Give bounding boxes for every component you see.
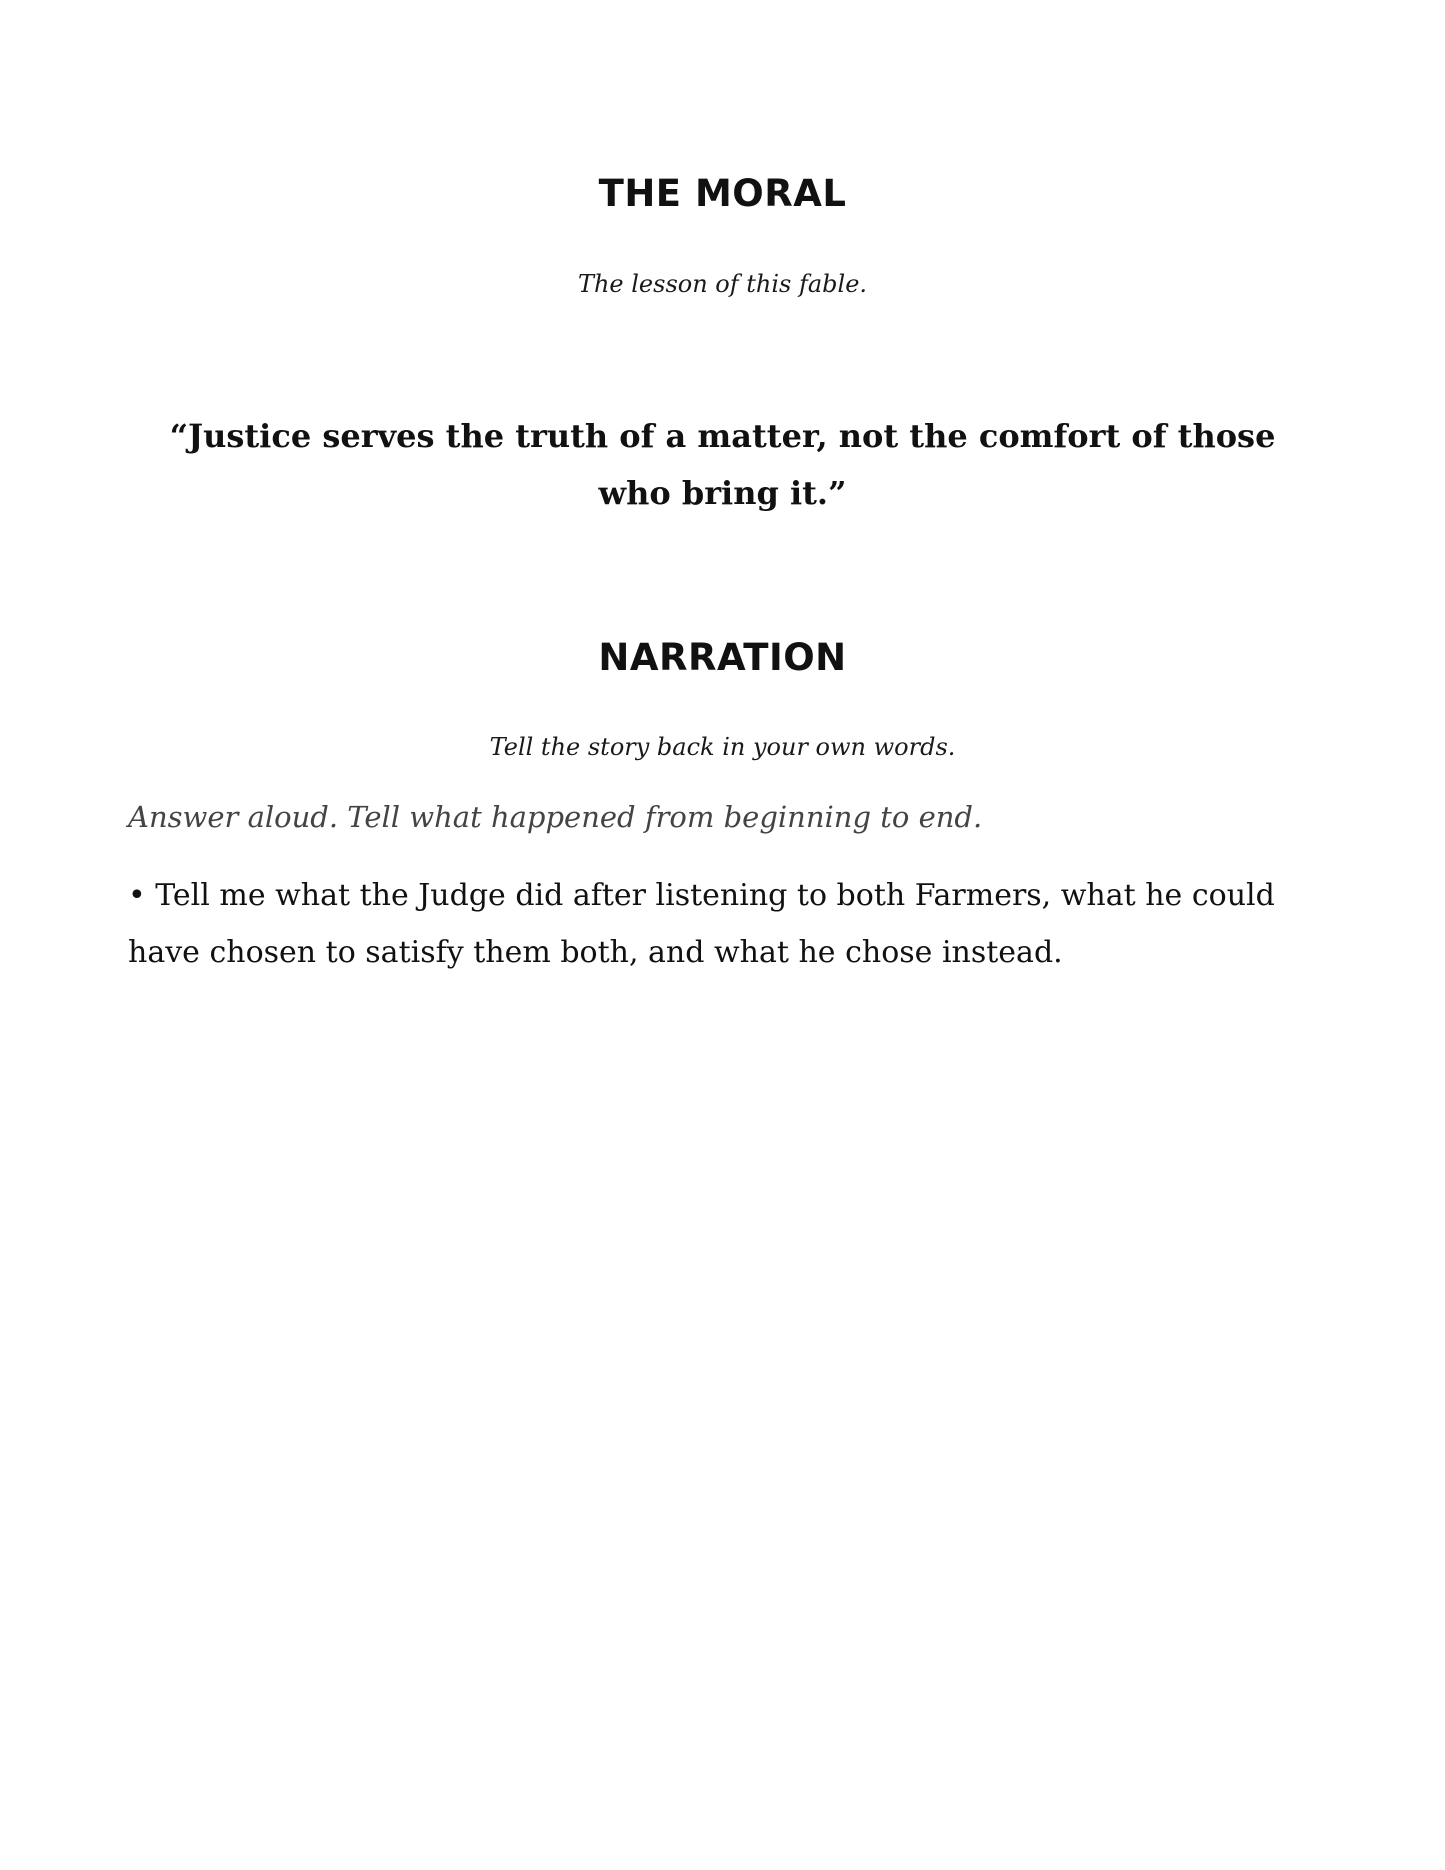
moral-heading: THE MORAL [598,172,847,215]
narration-heading: NARRATION [598,636,847,679]
narration-subheading: Tell the story back in your own words. [489,733,956,761]
moral-quote: “Justice serves the truth of a matter, not the comfort of those who bring it.” [169,417,1276,512]
narration-prompt: • Tell me what the Judge did after listening to both Farmers, what he could have chosen to satisfy them both, and what he chose instead. [128,878,1275,970]
moral-subheading: The lesson of this fable. [577,270,868,298]
narration-instruction: Answer aloud. Tell what happened from beginning to end. [128,800,983,834]
